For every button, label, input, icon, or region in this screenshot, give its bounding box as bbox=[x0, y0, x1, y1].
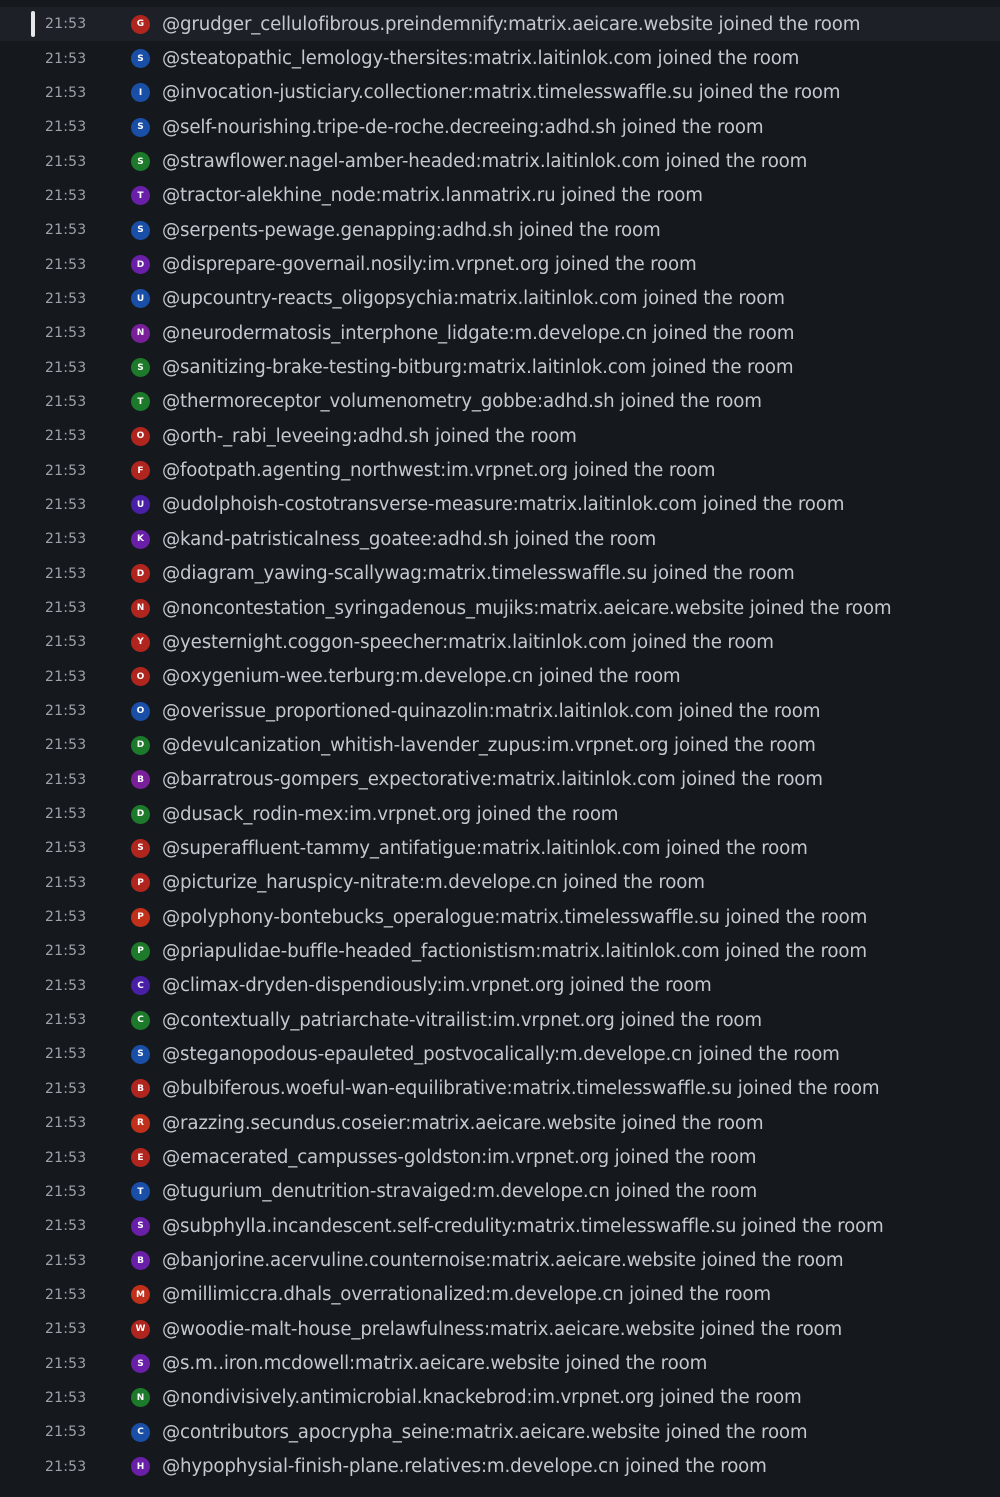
membership-event-text bbox=[162, 1044, 840, 1065]
membership-event-text bbox=[162, 529, 656, 550]
user-avatar[interactable]: C bbox=[131, 1011, 150, 1030]
user-id[interactable]: @sanitizing-brake-testing-bitburg:matrix.laitinlok.com bbox=[162, 357, 647, 379]
timeline-event-row[interactable] bbox=[0, 660, 1000, 694]
event-suffix: joined the room bbox=[646, 322, 795, 344]
user-id[interactable]: @nondivisively.antimicrobial.knackebrod:im.vrpnet.org bbox=[162, 1387, 655, 1409]
timeline-event-row[interactable] bbox=[0, 763, 1000, 797]
user-id[interactable]: @contextually_patriarchate-vitrailist:im.vrpnet.org bbox=[162, 1009, 615, 1031]
timeline-event-row[interactable] bbox=[0, 247, 1000, 281]
user-avatar[interactable]: C bbox=[131, 976, 150, 995]
timeline-event-row[interactable] bbox=[0, 282, 1000, 316]
event-suffix: joined the room bbox=[513, 219, 661, 241]
user-id[interactable]: @subphylla.incandescent.self-credulity:matrix.timelesswaffle.su bbox=[162, 1215, 737, 1237]
user-id[interactable]: @priapulidae-buffle-headed_factionistism:matrix.laitinlok.com bbox=[162, 940, 720, 962]
membership-event-text bbox=[162, 701, 820, 722]
timeline-event-row[interactable] bbox=[0, 316, 1000, 350]
event-suffix: joined the room bbox=[668, 734, 816, 756]
event-suffix: joined the room bbox=[744, 597, 892, 619]
event-timestamp[interactable]: 21:53 bbox=[45, 668, 87, 685]
user-avatar[interactable]: N bbox=[131, 324, 150, 343]
event-suffix: joined the room bbox=[651, 48, 800, 70]
membership-event-text bbox=[162, 735, 816, 756]
user-avatar[interactable]: R bbox=[131, 1114, 150, 1133]
user-id[interactable]: @polyphony-bontebucks_operalogue:matrix.timelesswaffle.su bbox=[162, 906, 720, 928]
event-suffix: joined the room bbox=[660, 1421, 808, 1443]
user-id[interactable]: @superaffluent-tammy_antifatigue:matrix.laitinlok.com bbox=[162, 837, 661, 859]
timeline-event-row[interactable] bbox=[0, 1243, 1000, 1277]
membership-event-text bbox=[162, 1147, 756, 1168]
event-suffix: joined the room bbox=[555, 185, 703, 207]
membership-event-text bbox=[162, 563, 795, 584]
membership-event-text bbox=[162, 1319, 842, 1340]
event-timestamp[interactable]: 21:53 bbox=[45, 84, 87, 101]
timeline-event-row[interactable] bbox=[0, 110, 1000, 144]
user-avatar[interactable]: U bbox=[131, 495, 150, 514]
timeline-event-row[interactable] bbox=[0, 797, 1000, 831]
event-timestamp[interactable]: 21:53 bbox=[45, 703, 87, 720]
user-id[interactable]: @tugurium_denutrition-stravaiged:m.develope.cn bbox=[162, 1181, 610, 1203]
timeline-event-row[interactable] bbox=[0, 866, 1000, 900]
event-timestamp[interactable]: 21:53 bbox=[45, 359, 87, 376]
timeline-event-row[interactable] bbox=[0, 1072, 1000, 1106]
event-suffix: joined the room bbox=[672, 700, 821, 722]
event-timestamp[interactable]: 21:53 bbox=[45, 600, 87, 617]
membership-event-text bbox=[162, 220, 661, 241]
user-avatar[interactable]: O bbox=[131, 702, 150, 721]
timeline-event-row[interactable] bbox=[0, 969, 1000, 1003]
timeline-event-row[interactable] bbox=[0, 488, 1000, 522]
membership-event-text bbox=[162, 804, 618, 825]
event-suffix: joined the room bbox=[694, 1318, 843, 1340]
event-timestamp[interactable]: 21:53 bbox=[45, 153, 87, 170]
timeline-event-row[interactable] bbox=[0, 350, 1000, 384]
event-timestamp[interactable]: 21:53 bbox=[45, 462, 87, 479]
user-id[interactable]: @picturize_haruspicy-nitrate:m.develope.cn bbox=[162, 872, 558, 894]
membership-event-text bbox=[162, 82, 840, 103]
event-suffix: joined the room bbox=[693, 82, 841, 104]
membership-event-text bbox=[162, 117, 763, 138]
membership-event-text bbox=[162, 357, 793, 378]
user-avatar[interactable]: D bbox=[131, 255, 150, 274]
user-id[interactable]: @razzing.secundus.coseier:matrix.aeicare.website bbox=[162, 1112, 617, 1134]
event-timestamp[interactable]: 21:53 bbox=[45, 909, 87, 926]
timeline-event-row[interactable] bbox=[0, 694, 1000, 728]
event-suffix: joined the room bbox=[471, 803, 619, 825]
user-avatar[interactable]: I bbox=[131, 83, 150, 102]
event-timestamp[interactable]: 21:53 bbox=[45, 222, 87, 239]
membership-event-text bbox=[162, 666, 681, 687]
event-suffix: joined the room bbox=[712, 13, 861, 35]
membership-event-text bbox=[162, 460, 715, 481]
user-avatar[interactable]: D bbox=[131, 805, 150, 824]
membership-event-text bbox=[162, 1456, 767, 1477]
membership-event-text bbox=[162, 1284, 771, 1305]
user-avatar[interactable]: W bbox=[131, 1320, 150, 1339]
user-avatar[interactable]: T bbox=[131, 392, 150, 411]
event-suffix: joined the room bbox=[696, 494, 845, 516]
timeline-event-row[interactable] bbox=[0, 385, 1000, 419]
membership-event-text bbox=[162, 494, 844, 515]
user-id[interactable]: @emacerated_campusses-goldston:im.vrpnet.org bbox=[162, 1147, 609, 1169]
membership-event-text bbox=[162, 1181, 757, 1202]
event-suffix: joined the room bbox=[508, 528, 657, 550]
event-timestamp[interactable]: 21:53 bbox=[45, 325, 87, 342]
user-avatar[interactable]: F bbox=[131, 461, 150, 480]
event-timestamp[interactable]: 21:53 bbox=[45, 428, 87, 445]
event-timestamp[interactable]: 21:53 bbox=[45, 1286, 87, 1303]
event-timestamp[interactable]: 21:53 bbox=[45, 290, 87, 307]
event-timestamp[interactable]: 21:53 bbox=[45, 737, 87, 754]
event-suffix: joined the room bbox=[696, 1250, 844, 1272]
event-timestamp[interactable]: 21:53 bbox=[45, 1149, 87, 1166]
timeline-event-row[interactable] bbox=[0, 934, 1000, 968]
membership-event-text bbox=[162, 838, 808, 859]
membership-event-text bbox=[162, 769, 823, 790]
event-suffix: joined the room bbox=[429, 425, 577, 447]
user-id[interactable]: @footpath.agenting_northwest:im.vrpnet.org bbox=[162, 460, 568, 482]
membership-event-text bbox=[162, 1387, 802, 1408]
timeline-event-row[interactable] bbox=[0, 41, 1000, 75]
membership-event-text bbox=[162, 48, 799, 69]
membership-event-text bbox=[162, 14, 860, 35]
user-id[interactable]: @contributors_apocrypha_seine:matrix.aeicare.website bbox=[162, 1421, 661, 1443]
event-timestamp[interactable]: 21:53 bbox=[45, 16, 87, 33]
user-avatar[interactable]: S bbox=[131, 1045, 150, 1064]
membership-event-text bbox=[162, 1010, 762, 1031]
event-suffix: joined the room bbox=[623, 1284, 771, 1306]
event-timestamp[interactable]: 21:53 bbox=[45, 1080, 87, 1097]
event-timestamp[interactable]: 21:53 bbox=[45, 1012, 87, 1029]
user-id[interactable]: @grudger_cellulofibrous.preindemnify:matrix.aeicare.website bbox=[162, 13, 713, 35]
event-timestamp[interactable]: 21:53 bbox=[45, 1218, 87, 1235]
event-suffix: joined the room bbox=[616, 116, 764, 138]
event-timestamp[interactable]: 21:53 bbox=[45, 634, 87, 651]
user-id[interactable]: @strawflower.nagel-amber-headed:matrix.laitinlok.com bbox=[162, 151, 660, 173]
timeline-event-row[interactable] bbox=[0, 179, 1000, 213]
timeline-event-row[interactable] bbox=[0, 1449, 1000, 1483]
user-id[interactable]: @steganopodous-epauleted_postvocalically:m.develope.cn bbox=[162, 1043, 693, 1065]
user-avatar[interactable]: B bbox=[131, 770, 150, 789]
user-id[interactable]: @millimiccra.dhals_overrationalized:m.develope.cn bbox=[162, 1284, 624, 1306]
membership-event-text bbox=[162, 941, 867, 962]
user-id[interactable]: @oxygenium-wee.terburg:m.develope.cn bbox=[162, 666, 534, 688]
user-id[interactable]: @dusack_rodin-mex:im.vrpnet.org bbox=[162, 803, 472, 825]
event-timestamp[interactable]: 21:53 bbox=[45, 806, 87, 823]
event-timestamp[interactable]: 21:53 bbox=[45, 565, 87, 582]
membership-event-text bbox=[162, 907, 867, 928]
event-suffix: joined the room bbox=[557, 872, 705, 894]
user-id[interactable]: @kand-patristicalness_goatee:adhd.sh bbox=[162, 528, 509, 550]
timeline-event-row[interactable] bbox=[0, 625, 1000, 659]
user-avatar[interactable]: K bbox=[131, 530, 150, 549]
event-timestamp[interactable]: 21:53 bbox=[45, 1321, 87, 1338]
event-timestamp[interactable]: 21:53 bbox=[45, 840, 87, 857]
timeline-event-row[interactable] bbox=[0, 557, 1000, 591]
membership-event-text bbox=[162, 1078, 879, 1099]
user-avatar[interactable]: S bbox=[131, 152, 150, 171]
read-marker bbox=[31, 11, 35, 37]
timeline-event-row[interactable] bbox=[0, 1415, 1000, 1449]
user-id[interactable]: @steatopathic_lemology-thersites:matrix.laitinlok.com bbox=[162, 48, 652, 70]
event-suffix: joined the room bbox=[647, 563, 795, 585]
timeline-event-row[interactable] bbox=[0, 522, 1000, 556]
event-timestamp[interactable]: 21:53 bbox=[45, 496, 87, 513]
user-avatar[interactable]: S bbox=[131, 358, 150, 377]
event-timestamp[interactable]: 21:53 bbox=[45, 1389, 87, 1406]
user-id[interactable]: @hypophysial-finish-plane.relatives:m.develope.cn bbox=[162, 1456, 620, 1478]
membership-event-text bbox=[162, 632, 774, 653]
user-id[interactable]: @invocation-justiciary.collectioner:matrix.timelesswaffle.su bbox=[162, 82, 694, 104]
event-timestamp[interactable]: 21:53 bbox=[45, 1355, 87, 1372]
membership-event-text bbox=[162, 254, 697, 275]
event-timestamp[interactable]: 21:53 bbox=[45, 1046, 87, 1063]
event-suffix: joined the room bbox=[533, 666, 681, 688]
timeline-event-row[interactable] bbox=[0, 1140, 1000, 1174]
event-suffix: joined the room bbox=[719, 906, 868, 928]
timeline-event-row[interactable] bbox=[0, 591, 1000, 625]
user-id[interactable]: @upcountry-reacts_oligopsychia:matrix.laitinlok.com bbox=[162, 288, 638, 310]
timeline-event-row[interactable] bbox=[0, 1003, 1000, 1037]
event-suffix: joined the room bbox=[654, 1387, 802, 1409]
event-suffix: joined the room bbox=[549, 254, 697, 276]
user-avatar[interactable]: S bbox=[131, 118, 150, 137]
timeline-event-row[interactable] bbox=[0, 728, 1000, 762]
membership-event-text bbox=[162, 288, 785, 309]
user-id[interactable]: @devulcanization_whitish-lavender_zupus:im.vrpnet.org bbox=[162, 734, 669, 756]
membership-event-text bbox=[162, 185, 703, 206]
event-suffix: joined the room bbox=[659, 151, 808, 173]
user-avatar[interactable]: P bbox=[131, 942, 150, 961]
timeline-event-row[interactable] bbox=[0, 419, 1000, 453]
event-timestamp[interactable]: 21:53 bbox=[45, 393, 87, 410]
membership-event-text bbox=[162, 1250, 843, 1271]
event-timestamp[interactable]: 21:53 bbox=[45, 1252, 87, 1269]
event-timestamp[interactable]: 21:53 bbox=[45, 771, 87, 788]
user-avatar[interactable]: O bbox=[131, 667, 150, 686]
timeline-event-row[interactable] bbox=[0, 1175, 1000, 1209]
user-id[interactable]: @banjorine.acervuline.counternoise:matrix.aeicare.website bbox=[162, 1250, 697, 1272]
user-avatar[interactable]: S bbox=[131, 1217, 150, 1236]
event-suffix: joined the room bbox=[564, 975, 712, 997]
user-avatar[interactable]: G bbox=[131, 15, 150, 34]
membership-event-text bbox=[162, 426, 577, 447]
membership-event-text bbox=[162, 1113, 763, 1134]
event-suffix: joined the room bbox=[626, 631, 774, 653]
event-suffix: joined the room bbox=[608, 1147, 757, 1169]
user-avatar[interactable]: T bbox=[131, 186, 150, 205]
timeline-event-row[interactable] bbox=[0, 453, 1000, 487]
event-timestamp[interactable]: 21:53 bbox=[45, 943, 87, 960]
timeline-event-row[interactable] bbox=[0, 1346, 1000, 1380]
user-avatar[interactable]: P bbox=[131, 873, 150, 892]
event-timestamp[interactable]: 21:53 bbox=[45, 119, 87, 136]
event-suffix: joined the room bbox=[637, 288, 785, 310]
event-timestamp[interactable]: 21:53 bbox=[45, 977, 87, 994]
event-timestamp[interactable]: 21:53 bbox=[45, 1183, 87, 1200]
user-avatar[interactable]: P bbox=[131, 908, 150, 927]
user-avatar[interactable]: S bbox=[131, 839, 150, 858]
user-id[interactable]: @noncontestation_syringadenous_mujiks:matrix.aeicare.website bbox=[162, 597, 745, 619]
event-suffix: joined the room bbox=[619, 1456, 767, 1478]
event-timestamp[interactable]: 21:53 bbox=[45, 256, 87, 273]
user-avatar[interactable]: D bbox=[131, 736, 150, 755]
user-id[interactable]: @orth-_rabi_leveeing:adhd.sh bbox=[162, 425, 430, 447]
timeline-event-row[interactable] bbox=[0, 1209, 1000, 1243]
user-id[interactable]: @disprepare-governail.nosily:im.vrpnet.org bbox=[162, 254, 550, 276]
event-timestamp[interactable]: 21:53 bbox=[45, 187, 87, 204]
user-avatar[interactable]: S bbox=[131, 1354, 150, 1373]
user-id[interactable]: @thermoreceptor_volumenometry_gobbe:adhd.sh bbox=[162, 391, 615, 413]
event-suffix: joined the room bbox=[719, 940, 867, 962]
user-id[interactable]: @overissue_proportioned-quinazolin:matrix.laitinlok.com bbox=[162, 700, 673, 722]
timeline-event-row[interactable] bbox=[0, 831, 1000, 865]
event-suffix: joined the room bbox=[616, 1112, 764, 1134]
user-id[interactable]: @udolphoish-costotransverse-measure:matrix.laitinlok.com bbox=[162, 494, 697, 516]
timeline-event-row[interactable] bbox=[0, 1381, 1000, 1415]
event-suffix: joined the room bbox=[614, 391, 762, 413]
user-avatar[interactable]: O bbox=[131, 427, 150, 446]
event-suffix: joined the room bbox=[609, 1181, 758, 1203]
membership-event-text bbox=[162, 1422, 807, 1443]
user-avatar[interactable]: D bbox=[131, 564, 150, 583]
membership-event-text bbox=[162, 151, 807, 172]
event-timestamp[interactable]: 21:53 bbox=[45, 531, 87, 548]
user-avatar[interactable]: N bbox=[131, 1388, 150, 1407]
timeline-event-row[interactable] bbox=[0, 7, 1000, 41]
user-id[interactable]: @yesternight.coggon-speecher:matrix.laitinlok.com bbox=[162, 631, 627, 653]
user-avatar[interactable]: U bbox=[131, 289, 150, 308]
event-suffix: joined the room bbox=[660, 837, 808, 859]
user-id[interactable]: @climax-dryden-dispendiously:im.vrpnet.org bbox=[162, 975, 565, 997]
membership-event-text bbox=[162, 598, 891, 619]
user-avatar[interactable]: H bbox=[131, 1457, 150, 1476]
event-timestamp[interactable]: 21:53 bbox=[45, 1424, 87, 1441]
user-id[interactable]: @bulbiferous.woeful-wan-equilibrative:matrix.timelesswaffle.su bbox=[162, 1078, 733, 1100]
event-suffix: joined the room bbox=[559, 1353, 708, 1375]
event-timestamp[interactable]: 21:53 bbox=[45, 1458, 87, 1475]
user-avatar[interactable]: C bbox=[131, 1423, 150, 1442]
timeline-event-row[interactable] bbox=[0, 1278, 1000, 1312]
event-suffix: joined the room bbox=[646, 357, 794, 379]
timeline-event-row[interactable] bbox=[0, 1312, 1000, 1346]
membership-event-text bbox=[162, 975, 712, 996]
event-timestamp[interactable]: 21:53 bbox=[45, 874, 87, 891]
event-timestamp[interactable]: 21:53 bbox=[45, 50, 87, 67]
user-avatar[interactable]: S bbox=[131, 221, 150, 240]
timeline-event-row[interactable] bbox=[0, 1106, 1000, 1140]
membership-event-text bbox=[162, 1216, 884, 1237]
user-id[interactable]: @serpents-pewage.genapping:adhd.sh bbox=[162, 219, 514, 241]
membership-event-text bbox=[162, 872, 705, 893]
user-id[interactable]: @barratrous-gompers_expectorative:matrix.laitinlok.com bbox=[162, 769, 676, 791]
user-avatar[interactable]: E bbox=[131, 1148, 150, 1167]
user-id[interactable]: @s.m..iron.mcdowell:matrix.aeicare.website bbox=[162, 1353, 560, 1375]
membership-event-text bbox=[162, 323, 794, 344]
membership-event-text bbox=[162, 1353, 707, 1374]
membership-event-text bbox=[162, 391, 762, 412]
user-avatar[interactable]: S bbox=[131, 49, 150, 68]
user-avatar[interactable]: T bbox=[131, 1182, 150, 1201]
user-avatar[interactable]: B bbox=[131, 1079, 150, 1098]
event-suffix: joined the room bbox=[675, 769, 823, 791]
user-avatar[interactable]: Y bbox=[131, 633, 150, 652]
user-id[interactable]: @diagram_yawing-scallywag:matrix.timelesswaffle.su bbox=[162, 563, 648, 585]
timeline-event-row[interactable] bbox=[0, 213, 1000, 247]
user-avatar[interactable]: M bbox=[131, 1285, 150, 1304]
event-suffix: joined the room bbox=[692, 1043, 840, 1065]
event-timestamp[interactable]: 21:53 bbox=[45, 1115, 87, 1132]
user-id[interactable]: @self-nourishing.tripe-de-roche.decreeing:adhd.sh bbox=[162, 116, 617, 138]
event-suffix: joined the room bbox=[567, 460, 716, 482]
event-suffix: joined the room bbox=[614, 1009, 762, 1031]
event-suffix: joined the room bbox=[736, 1215, 884, 1237]
user-id[interactable]: @tractor-alekhine_node:matrix.lanmatrix.ru bbox=[162, 185, 556, 207]
user-avatar[interactable]: B bbox=[131, 1251, 150, 1270]
timeline-event-row[interactable] bbox=[0, 76, 1000, 110]
timeline-event-row[interactable] bbox=[0, 144, 1000, 178]
user-avatar[interactable]: N bbox=[131, 599, 150, 618]
event-suffix: joined the room bbox=[732, 1078, 880, 1100]
timeline-event-row[interactable] bbox=[0, 900, 1000, 934]
user-id[interactable]: @woodie-malt-house_prelawfulness:matrix.aeicare.website bbox=[162, 1318, 695, 1340]
timeline-event-row[interactable] bbox=[0, 1037, 1000, 1071]
user-id[interactable]: @neurodermatosis_interphone_lidgate:m.develope.cn bbox=[162, 322, 647, 344]
